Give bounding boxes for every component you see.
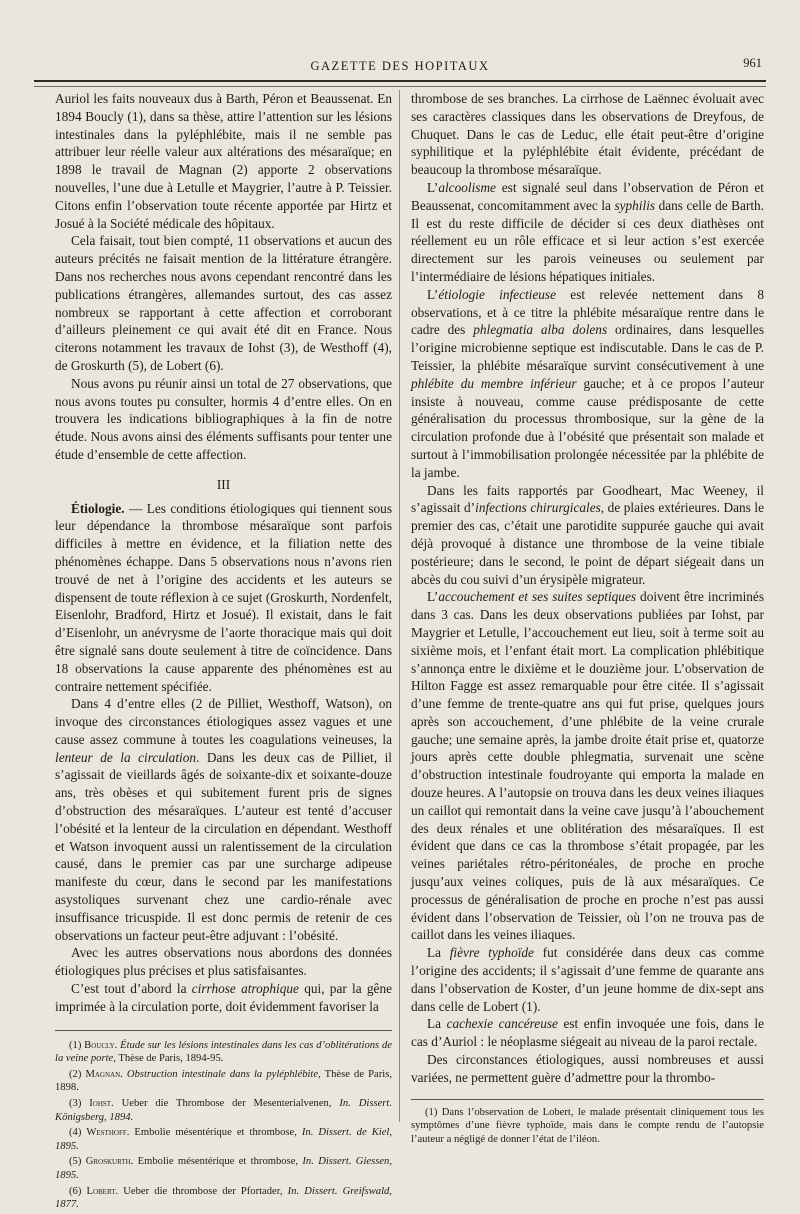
footnote-source: In. Dissert. Giessen, 1895. — [55, 1156, 392, 1181]
footnote-author: Lobert. — [86, 1185, 119, 1197]
text: Dans les faits rapportés par Goodheart, Mac Weeney, il s’agissait d’ — [411, 482, 764, 516]
paragraph — [411, 588, 764, 944]
footnote-title: Ueber die Thrombose der Mesenterialvenen, — [113, 1098, 332, 1110]
footnote-number: (2) — [69, 1068, 86, 1080]
text: qui, par la gêne imprimée à la circulation porte, doit évidemment favoriser la — [55, 981, 392, 1014]
footnote-title: Étude sur les lésions intestinales dans les cas d’oblitérations de la veine porte, — [55, 1039, 392, 1065]
text: . Dans les deux cas de Pilliet, il s’agissait de vieillards âgés de soixante-dix et soixante-douze ans, très obèses et qui subitement furent pris de signes d’obstruction des mésaraïques. L’auteur est tenté d’accuser l’obésité et la lenteur de la circulation en dépendant. Westhoff et Watson invoquent aussi un ralentissement de la circulation causé, dans le premier cas par une surcharge adipeuse manifeste du cœur, dans le second par les manifestations asystoliques survenant chez une cardio-rénale avec insuffisance tricuspide. Il est donc permis de retenir de ces observations un facteur peut-être adjuvant : l’obésité. — [55, 749, 392, 943]
footnote-number: (1) — [69, 1039, 85, 1051]
italic-text: lenteur de la circulation — [55, 749, 196, 765]
text: Dans 4 d’entre elles (2 de Pilliet, Westhoff, Watson), on invoque des circonstances étiologiques assez vagues et une cause assez commune à toutes les coagulations veineuses, la — [55, 696, 392, 747]
text: est signalé seul dans l’observation de Péron et Beaussenat, concomitamment avec la — [411, 179, 764, 213]
text: fut considérée dans deux cas comme l’origine des accidents; il s’agissait d’une femme de quarante ans dans l’observation de Koster, d’un jeune homme de dix-sept ans dans celle de Lobert (1). — [411, 945, 765, 1014]
footnote-rule — [411, 1099, 764, 1100]
column-divider — [399, 90, 400, 1122]
text: La — [427, 945, 450, 961]
italic-text: cachexie cancéreuse — [446, 1016, 558, 1032]
footnote-author: Boucly. — [84, 1039, 118, 1051]
footnote-source: In. Dissert. de Kiel, 1895. — [55, 1127, 392, 1152]
text: C’est tout d’abord la — [71, 981, 192, 997]
running-header — [0, 56, 800, 76]
header-rule-thin — [34, 86, 766, 87]
italic-text: étiologie infectieuse — [438, 286, 557, 302]
paragraph: Cela faisait, tout bien compté, 11 observations et aucun des auteurs précités ne faisait mention de la littérature étrangère. Dans nos recherches nous avons cependant rencontré dans les publications étrangères, allemandes surtout, des cas assez nombreux se rapportant à cette affection et corroborant d’ailleurs pleinement ce qui avait été dit en France. Nous citerons notamment les travaux de Iohst (3), de Westhoff (4), de Groskurth (5), de Lobert (6). — [55, 233, 392, 373]
paragraph — [411, 179, 764, 286]
text: La — [427, 1016, 447, 1032]
text: ordinaires, dans lesquelles l’origine microbienne septique est indiscutable. Dans le cas de P. Teissier, la phlébite mésaraïque survint consécutivement à une — [411, 322, 764, 373]
paragraph — [55, 500, 392, 696]
paragraph — [55, 980, 392, 1016]
text: gauche; et à ce propos l’auteur insiste à nouveau, comme cause prédisposante de cette généralisation du processus thrombosique, sur la gène de la circulation profonde due à l’obésité que présentait son malade et surtout à l’immobilisation prolongée nécessitée par la phlébite de la jambe. — [411, 375, 764, 480]
paragraph: Des circonstances étiologiques, aussi nombreuses et aussi variées, ne permettent guère d’admettre pour la thrombo- — [411, 1052, 764, 1085]
text: L’ — [427, 179, 439, 195]
text: doivent être incriminés dans 3 cas. Dans les deux observations publiées par Iohst, par Maygrier et Letulle, l’accouchement eut lieu, soit à terme soit au sixième mois, et l’enfant était mort. La complication phlébitique s’annonça entre le dixième et le douzième jour. L’observation de Hilton Fagge est assez remarquable pour être citée. Il s’agissait d’une femme de trente-quatre ans qui fut prise, quelques jours après son accouchement, d’une phlébite de la veine crurale gauche; une semaine après, la jambe droite était prise et, quatorze jours après cette double phlegmatia, survenait une scène d’obstruction intestinale foudroyante qui emporta la malade en douze heures. A l’autopsie on trouva dans les deux veines iliaques un caillot qui remontait dans la veine cave jusqu’à l’abouchement des deux rénales et une oblitération des mésaraïques. Il est évident que dans ce cas la thrombose s’était propagée, par les veines pariétales rétro-péritonéales, de proche en proche jusqu’aux veines coliques, puis de là aux mésaraïques. Ce processus de généralisation de proche en proche n’est pas aussi évident dans l’observation de Teissier, où l’on ne trouva pas de caillot dans les veines iliaques. — [411, 589, 765, 943]
text: , de plaies extérieures. Dans le premier des cas, c’était une parotidite suppurée gauche qui avait déjà provoqué à distance une thrombose de la veine tibiale postérieure; dans le second, le point de départ siégeait dans un abcès du cou suivi d’un érysipèle migrateur. — [411, 500, 765, 587]
paragraph — [411, 286, 764, 482]
italic-text: phlegmatia alba dolens — [473, 322, 608, 338]
italic-text: cirrhose atrophique — [191, 981, 299, 997]
footnote — [55, 1097, 392, 1124]
footnote-number: (5) — [69, 1156, 86, 1168]
footnote-source: In. Dissert. Greifswald, 1877. — [55, 1185, 392, 1211]
paragraph — [411, 944, 764, 1015]
page-number: 961 — [743, 56, 762, 70]
footnote — [55, 1039, 392, 1066]
paragraph: Auriol les faits nouveaux dus à Barth, Péron et Beaussenat. En 1894 Boucly (1), dans sa thèse, attire l’attention sur les lésions intestinales dans la pyléphlébite, mais il ne semble pas attribuer leur réelle valeur aux altérations des mésaraïque; en 1898 le travail de Magnan (2) apporte 2 observations nouvelles, l’une due à Letulle et Maygrier, l’autre à P. Teissier. Citons enfin l’observation toute récente apportée par Hirtz et Josué à la Société médicale des hôpitaux. — [55, 91, 392, 231]
paragraph — [411, 1015, 764, 1051]
italic-text: syphilis — [614, 197, 656, 213]
text: est relevée nettement dans 8 observations, et à ce titre la phlébite mésaraïque rentre dans le cadre des — [411, 286, 764, 338]
paragraph: thrombose de ses branches. La cirrhose de Laënnec évoluait avec ses caractères classiques dans les observations de Dreyfous, de Chuquet. Dans le cas de Leduc, elle était peut-être d’origine syphilitique et la pyléphlébite était évidente, précédant de beaucoup la thrombose mésaraïque. — [411, 91, 764, 178]
header-rule-thick — [34, 80, 766, 82]
section-number: III — [216, 476, 231, 492]
footnote-author: Westhoff. — [86, 1127, 130, 1139]
footnote-title: Embolie mésentérique et thrombose, — [129, 1127, 297, 1139]
italic-text: phlébite du membre inférieur — [411, 375, 577, 391]
footnote-source: Thèse de Paris, 1894-95. — [115, 1053, 224, 1065]
footnote-title: Obstruction intestinale dans la pyléphlébite, — [122, 1068, 321, 1080]
paragraph: Avec les autres observations nous abordons des données étiologiques plus précises et plus satisfaisantes. — [55, 945, 392, 979]
footnote-author: Iohst. — [89, 1098, 114, 1110]
italic-text: alcoolisme — [438, 179, 496, 195]
footnote-source: Thèse de Paris, 1898. — [55, 1068, 392, 1094]
footnote — [55, 1126, 392, 1153]
left-column — [55, 90, 392, 1214]
paragraph — [411, 482, 764, 589]
text: L’ — [427, 286, 439, 302]
section-heading: Étiologie. — [71, 500, 125, 516]
footnote — [55, 1155, 392, 1182]
footnote: (1) Dans l’observation de Lobert, le malade présentait cliniquement tous les symptômes d’une fièvre typhoïde, mais dans le compte rendu de l’autopsie l’auteur a négligé de donner l’état de l’iléon. — [411, 1106, 764, 1145]
footnote-number: (3) — [69, 1098, 90, 1110]
text: — Les conditions étiologiques qui tiennent sous leur dépendance la thrombose mésaraïque sont parfois difficiles à mettre en évidence, et la filiation nette des phénomènes échappe. Dans 5 observations nous n’avons rien trouvé de net à l’origine des accidents et les auteurs se dispensent de toute réflexion à ce sujet (Groskurth, Nordenfelt, Eisenlohr, Bradford, Hirtz et Josué). Il existait, dans le fait d’Eisenlohr, un anévrysme de l’aorte thoracique mais qui doit être signalé sans doute seulement à titre de coïncidence. Dans 18 observations la cause apparente des phénomènes est au contraire nettement spécifiée. — [55, 500, 392, 694]
paragraph — [55, 695, 392, 944]
journal-title: GAZETTE DES HOPITAUX — [310, 59, 490, 73]
italic-text: accouchement et ses suites septiques — [438, 589, 637, 605]
footnote-author: Groskurth. — [85, 1156, 134, 1168]
footnote-title: Ueber die thrombose der Pfortader, — [118, 1185, 283, 1197]
text: est enfin invoquée une fois, dans le cas d’Auriol : le néoplasme siégeait au niveau de la paroi rectale. — [411, 1016, 764, 1050]
footnote — [55, 1185, 392, 1212]
paragraph: Nous avons pu réunir ainsi un total de 27 observations, que nous avons toutes pu consulter, hormis 4 d’entre elles. On en trouvera les indications bibliographiques à la fin de notre étude. Nous avons ainsi des éléments suffisants pour tenter une étude d’ensemble de cette affection. — [55, 375, 392, 462]
right-column — [411, 90, 764, 1148]
footnote-rule — [55, 1030, 392, 1031]
footnote-number: (6) — [69, 1185, 87, 1197]
footnote — [55, 1068, 392, 1095]
italic-text: infections chirurgicales — [475, 500, 601, 516]
footnote-author: Magnan. — [85, 1068, 123, 1080]
italic-text: fièvre typhoïde — [449, 945, 534, 961]
footnote-source: In. Dissert. Königsberg, 1894. — [55, 1098, 392, 1123]
text: dans celle de Barth. Il est du reste difficile de décider si ces deux diathèses ont réellement eu un rôle efficace et si leur action s’est exercée directement sur les parois veineuses ou seulement par l’intermédiaire de lésions hépatiques initiales. — [411, 197, 764, 284]
footnote-number: (4) — [69, 1127, 87, 1139]
footnote-title: Embolie mésentérique et thrombose, — [133, 1156, 299, 1168]
text: L’ — [427, 589, 439, 605]
